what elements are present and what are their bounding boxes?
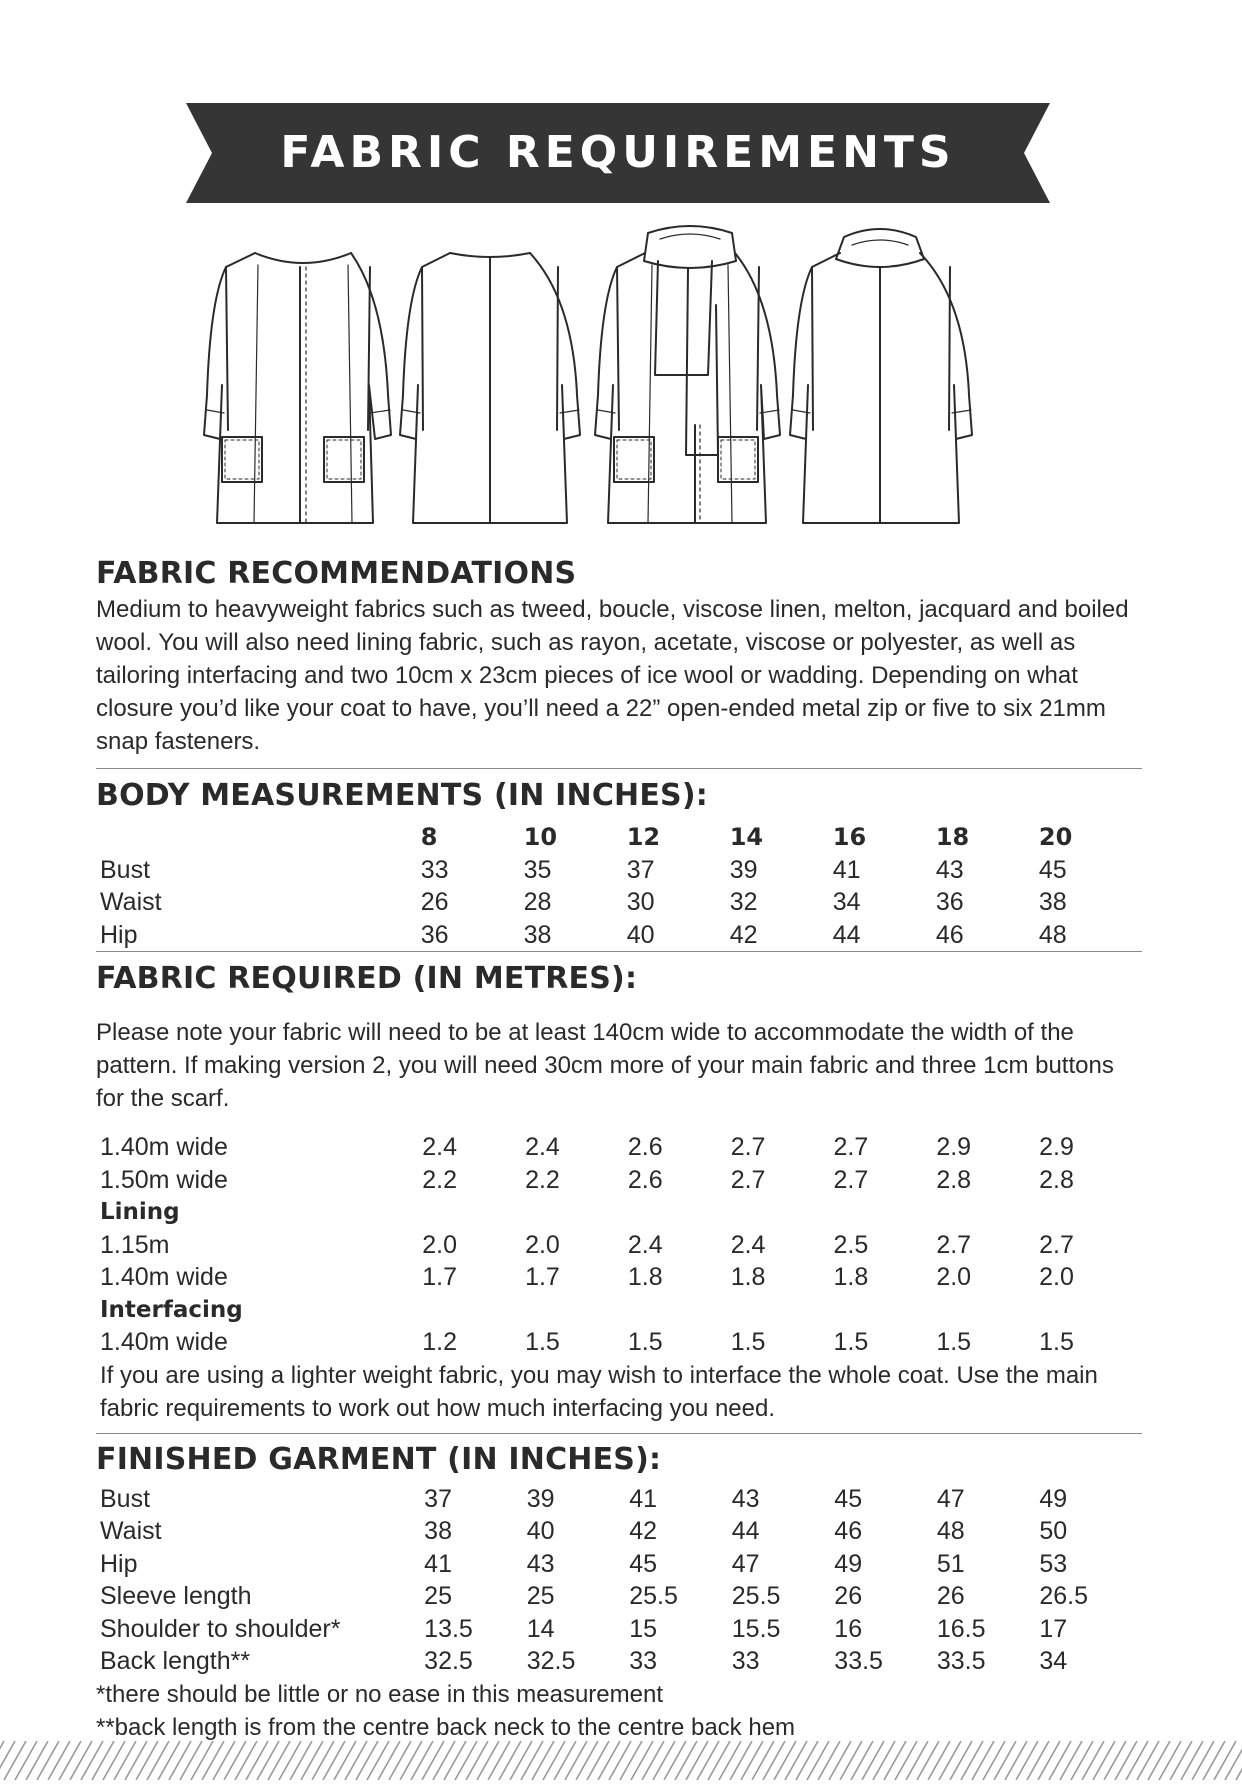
row-label: 1.40m wide xyxy=(100,1328,228,1356)
table-row xyxy=(96,919,1142,952)
table-cell: 14 xyxy=(526,1614,555,1643)
table-cell: 34 xyxy=(1039,1647,1068,1675)
title-banner xyxy=(186,103,1050,203)
bottom-hatch-decoration xyxy=(0,1741,1242,1780)
table-cell: 40 xyxy=(526,1517,555,1545)
row-label: 1.15m xyxy=(100,1230,170,1259)
lining-label: Lining xyxy=(100,1199,180,1225)
finished-garment-rows xyxy=(96,1483,1142,1678)
table-row xyxy=(96,854,1142,887)
table-cell: 2.0 xyxy=(422,1230,458,1259)
table-cell: 34 xyxy=(832,888,861,916)
table-cell: 45 xyxy=(834,1484,863,1513)
table-cell: 1.8 xyxy=(627,1263,663,1291)
body-measurements-table xyxy=(96,821,1142,951)
table-cell: 44 xyxy=(832,920,861,949)
table-cell: 1.5 xyxy=(1039,1328,1074,1356)
table-row xyxy=(96,1645,1142,1678)
table-cell: 25.5 xyxy=(629,1582,678,1610)
finished-garment-heading: FINISHED GARMENT (IN INCHES): xyxy=(96,1441,662,1477)
table-cell: 37 xyxy=(424,1484,452,1513)
coat-back-version-2-scarf-icon xyxy=(790,229,972,523)
table-cell: 42 xyxy=(729,920,758,949)
row-label: Sleeve length xyxy=(100,1582,252,1610)
table-cell: 13.5 xyxy=(424,1614,473,1643)
coat-front-version-2-scarf-icon xyxy=(595,226,780,523)
footnote-back-length: **back length is from the centre back neck to the centre back hem xyxy=(96,1713,796,1741)
table-cell: 2.4 xyxy=(730,1230,766,1259)
table-row xyxy=(96,1326,1142,1359)
table-cell: 41 xyxy=(424,1549,452,1578)
table-cell: 50 xyxy=(1039,1517,1068,1545)
table-cell: 41 xyxy=(832,855,861,884)
table-cell: 25.5 xyxy=(731,1582,781,1610)
table-cell: 16 xyxy=(834,1614,863,1643)
table-cell: 1.5 xyxy=(525,1328,560,1356)
fabric-required-heading: FABRIC REQUIRED (IN METRES): xyxy=(96,961,638,996)
finished-garment-section xyxy=(96,1433,1142,1744)
table-cell: 2.0 xyxy=(525,1230,560,1259)
table-cell: 39 xyxy=(729,855,758,884)
table-cell: 2.9 xyxy=(936,1133,972,1161)
size-header-row xyxy=(96,821,1142,854)
fabric-recommendations-text: Medium to heavyweight fabrics such as tweed, boucle, viscose linen, melton, jacquard and boiled wool. You will also need lining fabric, such as rayon, acetate, viscose or polyester, as well as tailoring interfacing and two 10cm x 23cm pieces of ice wool or wadding. Depending on what closure you’d like your coat to have, you’ll need a 22” open-ended metal zip or five to six 21mm snap fasteners. xyxy=(96,596,1129,755)
table-cell: 38 xyxy=(424,1517,452,1545)
table-cell: 2.4 xyxy=(422,1133,458,1161)
table-cell: 49 xyxy=(1039,1484,1068,1513)
content-area xyxy=(96,556,1142,1744)
table-row xyxy=(96,1229,1142,1262)
fabric-recommendations-section xyxy=(96,556,1142,758)
table-cell: 38 xyxy=(523,920,552,949)
size-header: 20 xyxy=(1038,823,1073,851)
table-cell: 43 xyxy=(526,1549,555,1578)
section-divider xyxy=(96,768,1142,769)
table-row xyxy=(96,886,1142,919)
table-cell: 41 xyxy=(629,1484,658,1513)
table-row xyxy=(96,1164,1142,1197)
table-row xyxy=(96,1548,1142,1581)
table-cell: 2.6 xyxy=(627,1165,663,1194)
table-cell: 48 xyxy=(1038,920,1067,949)
table-cell: 1.5 xyxy=(730,1328,766,1356)
table-cell: 2.9 xyxy=(1039,1133,1074,1161)
table-cell: 2.8 xyxy=(1039,1165,1074,1194)
table-cell: 39 xyxy=(526,1484,555,1513)
table-cell: 26 xyxy=(834,1582,863,1610)
table-cell: 2.7 xyxy=(730,1133,766,1161)
coat-back-version-1-icon xyxy=(400,253,580,523)
table-cell: 49 xyxy=(834,1549,863,1578)
lighter-fabric-note: If you are using a lighter weight fabric, you may wish to interface the whole coat. Use the main fabric requirements to work out how much interfacing you need. xyxy=(100,1361,1098,1422)
table-cell: 2.7 xyxy=(730,1165,766,1194)
fabric-required-table xyxy=(96,1131,1142,1359)
fabric-required-section xyxy=(96,951,1142,1425)
table-cell: 2.8 xyxy=(936,1165,972,1194)
row-label: 1.50m wide xyxy=(100,1165,228,1194)
table-cell: 53 xyxy=(1039,1549,1068,1578)
finished-garment-table xyxy=(96,1483,1142,1678)
size-header: 16 xyxy=(832,823,867,851)
table-cell: 2.0 xyxy=(1039,1263,1074,1291)
table-row xyxy=(96,1131,1142,1164)
body-measurements-rows xyxy=(96,854,1142,952)
row-label: Back length** xyxy=(100,1647,251,1675)
table-cell: 1.5 xyxy=(833,1328,869,1356)
row-label: 1.40m wide xyxy=(100,1263,228,1291)
table-cell: 48 xyxy=(936,1517,965,1545)
row-label: Shoulder to shoulder* xyxy=(100,1614,341,1643)
interfacing-label: Interfacing xyxy=(100,1296,243,1323)
table-cell: 38 xyxy=(1038,888,1067,916)
fabric-width-note: Please note your fabric will need to be at least 140cm wide to accommodate the width of the pattern. If making version 2, you will need 30cm more of your main fabric and three 1cm buttons for the scarf. xyxy=(96,1019,1114,1112)
table-cell: 1.7 xyxy=(525,1263,560,1291)
table-cell: 1.8 xyxy=(833,1263,869,1291)
table-cell: 25 xyxy=(424,1582,452,1610)
row-label: 1.40m wide xyxy=(100,1133,228,1161)
row-label: Hip xyxy=(100,920,138,949)
table-cell: 2.7 xyxy=(1039,1230,1074,1259)
table-cell: 33 xyxy=(420,855,449,884)
lining-subheading-row xyxy=(96,1196,1142,1229)
table-row xyxy=(96,1483,1142,1516)
coat-front-version-1-icon xyxy=(204,253,391,523)
table-cell: 17 xyxy=(1039,1614,1068,1643)
table-cell: 26 xyxy=(420,888,449,916)
section-divider xyxy=(96,951,1142,952)
table-cell: 1.5 xyxy=(936,1328,972,1356)
table-cell: 33.5 xyxy=(834,1647,883,1675)
table-cell: 2.2 xyxy=(422,1165,458,1194)
table-cell: 45 xyxy=(1038,855,1067,884)
table-row xyxy=(96,1515,1142,1548)
table-cell: 47 xyxy=(936,1484,965,1513)
row-label: Waist xyxy=(100,888,162,916)
table-cell: 2.6 xyxy=(627,1133,663,1161)
table-cell: 1.7 xyxy=(422,1263,458,1291)
body-measurements-heading: BODY MEASUREMENTS (IN INCHES): xyxy=(96,778,708,813)
table-cell: 32.5 xyxy=(424,1647,473,1675)
interfacing-subheading-row xyxy=(96,1294,1142,1327)
table-cell: 1.8 xyxy=(730,1263,766,1291)
table-cell: 43 xyxy=(935,855,964,884)
table-cell: 15 xyxy=(629,1614,658,1643)
table-cell: 26 xyxy=(936,1582,965,1610)
table-cell: 15.5 xyxy=(731,1614,781,1643)
table-cell: 2.7 xyxy=(833,1133,869,1161)
table-cell: 35 xyxy=(523,855,552,884)
table-cell: 32.5 xyxy=(526,1647,576,1675)
size-header: 10 xyxy=(523,823,558,851)
table-row xyxy=(96,1261,1142,1294)
table-cell: 44 xyxy=(731,1517,760,1545)
table-cell: 1.5 xyxy=(627,1328,663,1356)
table-cell: 32 xyxy=(729,888,758,916)
table-cell: 47 xyxy=(731,1549,760,1578)
row-label: Bust xyxy=(100,1484,151,1513)
table-cell: 2.7 xyxy=(936,1230,972,1259)
size-header: 14 xyxy=(729,823,764,851)
table-cell: 37 xyxy=(626,855,655,884)
table-cell: 45 xyxy=(629,1549,658,1578)
table-cell: 2.7 xyxy=(833,1165,869,1194)
table-cell: 51 xyxy=(936,1549,965,1578)
table-row xyxy=(96,1613,1142,1646)
table-cell: 2.2 xyxy=(525,1165,560,1194)
table-cell: 42 xyxy=(629,1517,658,1545)
table-cell: 43 xyxy=(731,1484,760,1513)
lining-rows xyxy=(96,1229,1142,1294)
table-cell: 2.4 xyxy=(627,1230,663,1259)
table-cell: 26.5 xyxy=(1039,1582,1089,1610)
table-cell: 1.2 xyxy=(422,1328,458,1356)
fabric-recommendations-heading: FABRIC RECOMMENDATIONS xyxy=(96,556,577,591)
table-cell: 2.4 xyxy=(525,1133,560,1161)
table-cell: 46 xyxy=(834,1517,863,1545)
size-header: 8 xyxy=(420,823,438,851)
table-cell: 30 xyxy=(626,888,655,916)
section-divider xyxy=(96,1433,1142,1434)
row-label: Hip xyxy=(100,1549,138,1578)
footnote-ease: *there should be little or no ease in this measurement xyxy=(96,1680,663,1708)
table-cell: 28 xyxy=(523,888,552,916)
table-row xyxy=(96,1580,1142,1613)
body-measurements-section xyxy=(96,768,1142,951)
table-cell: 36 xyxy=(420,920,449,949)
table-cell: 33 xyxy=(629,1647,658,1675)
page-title: FABRIC REQUIREMENTS xyxy=(280,127,956,178)
main-fabric-rows xyxy=(96,1131,1142,1196)
table-cell: 25 xyxy=(526,1582,555,1610)
table-cell: 2.0 xyxy=(936,1263,972,1291)
table-cell: 16.5 xyxy=(936,1614,986,1643)
table-cell: 46 xyxy=(935,920,964,949)
table-cell: 40 xyxy=(626,920,655,949)
row-label: Bust xyxy=(100,855,151,884)
table-cell: 33 xyxy=(731,1647,760,1675)
table-cell: 2.5 xyxy=(833,1230,869,1259)
table-cell: 33.5 xyxy=(936,1647,986,1675)
size-header: 18 xyxy=(935,823,970,851)
row-label: Waist xyxy=(100,1517,162,1545)
size-header: 12 xyxy=(626,823,661,851)
coat-illustrations xyxy=(200,225,1040,535)
interfacing-rows xyxy=(96,1326,1142,1359)
table-cell: 36 xyxy=(935,888,964,916)
